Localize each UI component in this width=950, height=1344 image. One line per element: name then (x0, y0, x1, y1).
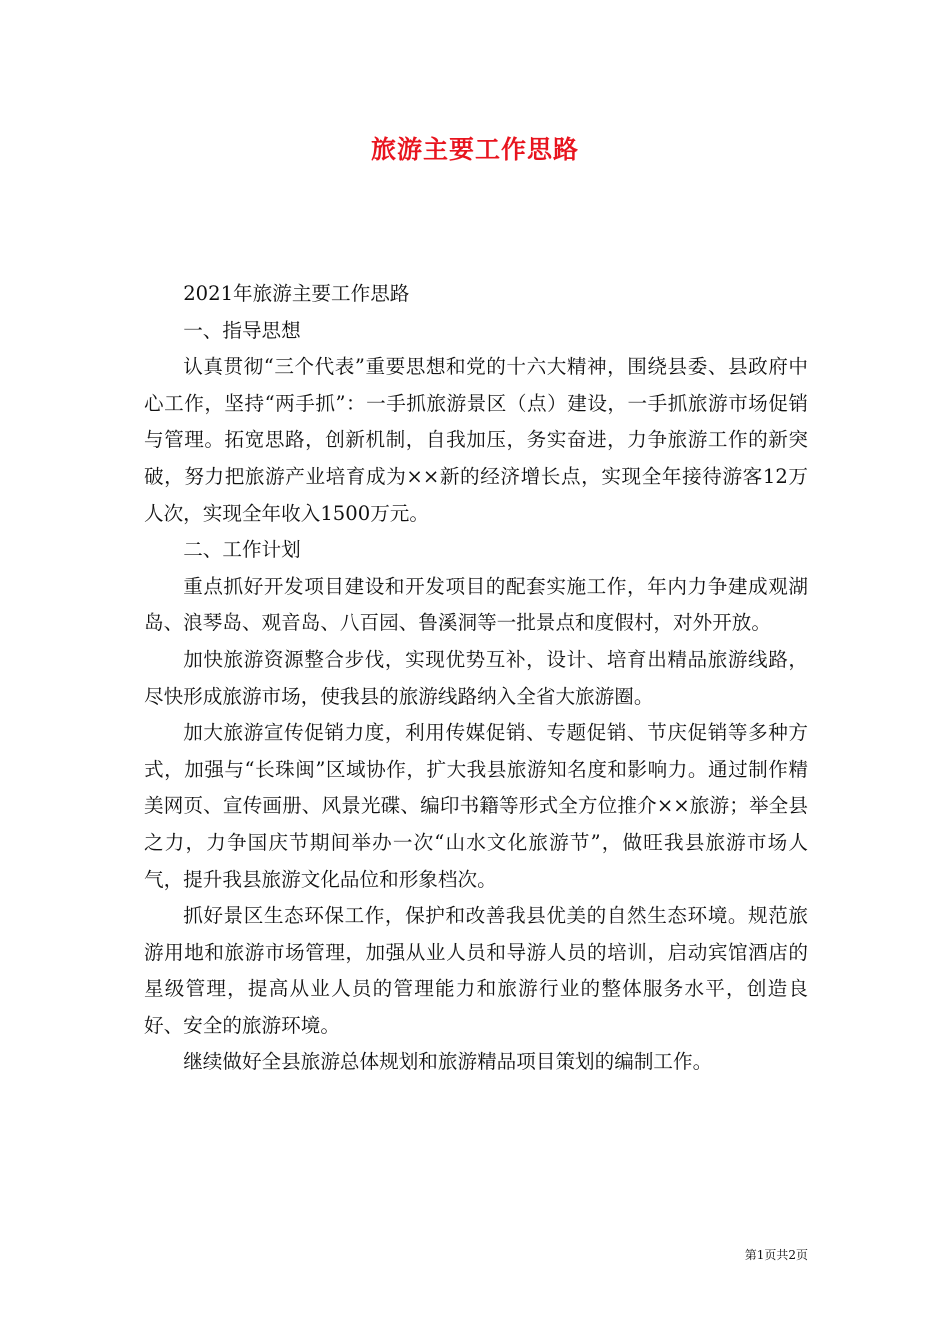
paragraph-resource-integration: 加快旅游资源整合步伐，实现优势互补，设计、培育出精品旅游线路，尽快形成旅游市场，使我县的旅游线路纳入全省大旅游圈。 (144, 647, 808, 708)
section-heading-guiding-thought: 一、指导思想 (183, 318, 301, 342)
paragraph-guiding-thought: 认真贯彻“三个代表”重要思想和党的十六大精神，围绕县委、县政府中心工作，坚持“两手抓”：一手抓旅游景区（点）建设，一手抓旅游市场促销与管理。拓宽思路，创新机制，自我加压，务实奋进，力争旅游工作的新突破，努力把旅游产业培育成为××新的经济增长点，实现全年接待游客12万人次，实现全年收入1500万元。 (144, 355, 808, 525)
paragraph-project-construction: 重点抓好开发项目建设和开发项目的配套实施工作，年内力争建成观湖岛、浪琴岛、观音岛、八百园、鲁溪洞等一批景点和度假村，对外开放。 (144, 574, 808, 635)
page-number: 第1页共2页 (744, 1248, 808, 1262)
paragraph-promotion: 加大旅游宣传促销力度，利用传媒促销、专题促销、节庆促销等多种方式，加强与“长珠闽”区域协作，扩大我县旅游知名度和影响力。通过制作精美网页、宣传画册、风景光碟、编印书籍等形式全方位推介××旅游；举全县之力，力争国庆节期间举办一次“山水文化旅游节”，做旺我县旅游市场人气，提升我县旅游文化品位和形象档次。 (144, 721, 808, 891)
document-title: 旅游主要工作思路 (370, 135, 579, 164)
section-heading-work-plan: 二、工作计划 (183, 538, 301, 562)
document-body (144, 276, 808, 1081)
paragraph-environment: 抓好景区生态环保工作，保护和改善我县优美的自然生态环境。规范旅游用地和旅游市场管理，加强从业人员和导游人员的培训，启动宾馆酒店的星级管理，提高从业人员的管理能力和旅游行业的整体服务水平，创造良好、安全的旅游环境。 (144, 904, 808, 1037)
paragraph-heading-year: 2021年旅游主要工作思路 (183, 282, 410, 305)
paragraph-planning: 继续做好全县旅游总体规划和旅游精品项目策划的编制工作。 (183, 1050, 713, 1074)
